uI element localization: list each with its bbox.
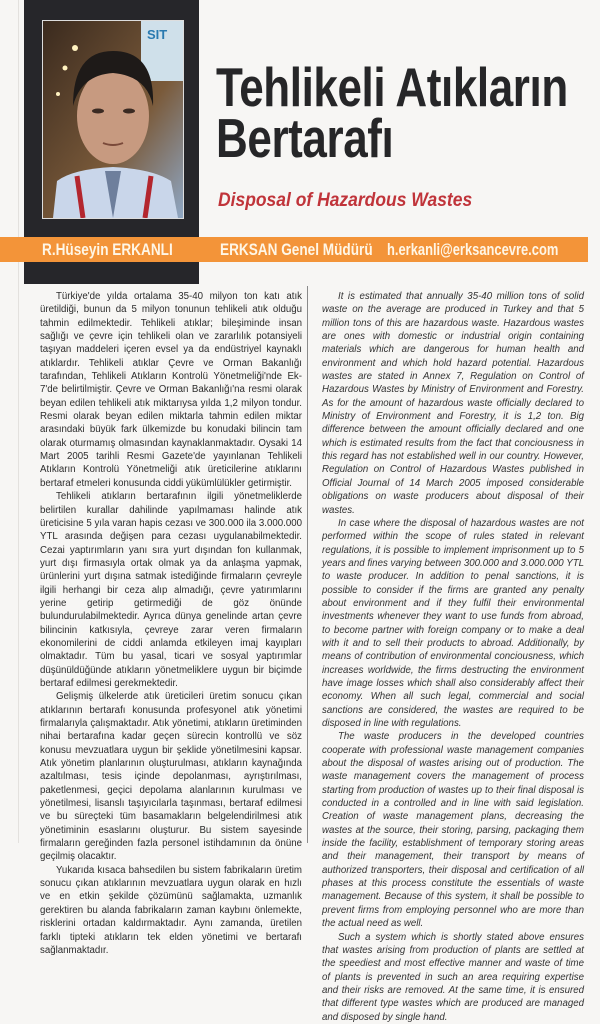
paragraph: The waste producers in the developed countries cooperate with professional waste management companies about the disposal of wastes arising out of production. The waste management covers the management of process starting from production of wastes up to their final disposal is conducted in a controlled and in line with said legislation. Creation of waste management plans, decreasing the wastes at the source, their storing, parsing, packaging them inside the facility, establishment of temporary storing areas and their management, their transport by means of authorized transporters, their disposal and certification of all phases at this process constitute the essentials of waste management. Because of this system, it shall be possible to prevent firms from employing personnel who are more than the actual need as well. [322,731,584,930]
photo-sign-text: SIT [147,27,168,42]
paragraph: Tehlikeli atıkların bertarafının ilgili yönetmeliklerde belirtilen kurallar dahilinde yapılmaması halinde atık üreticisine 5 yıla varan hapis cezası ve 300.000 ila 3.000.000 YTL arasında değişen para cezası uygulanabilmektedir. Cezai yaptırımların yanı sıra yurt dışından fon kullanmak, yurt dışı firmasıyla ortak olmak ya da anlaşma yapmak, ürünlerini yurt dışına satmak istediğinde firmaların çevreyle ilgili herhangi bir ceza alıp almadığı, çevre yatırımlarını yerine getirip getirmediği de göz önünde bulundurulabilmektedir. Ayrıca dünya genelinde artan çevre bilincinin katkısıyla, çevreye zarar veren firmaların ekonomilerini de ciddi anlamda etkileyen imaj kayıpları olmaktadır. Tüm bu yasal, ticari ve sosyal yaptırımlar düşünüldüğünde atıkların yönetmeliklere uygun bir biçimde bertaraf edilmesi gerekmektedir. [40,491,302,689]
turkish-column [40,290,302,957]
page-title [216,56,568,169]
author-email: h.erkanli@erksancevre.com [387,240,559,259]
page-edge [18,0,19,843]
paragraph: Gelişmiş ülkelerde atık üreticileri üretim sonucu çıkan atıklarının bertarafı konusunda profesyonel atık yönetimi firmalarıyla çalışmaktadır. Atık yönetimi, atıkların üretiminden nihai bertarafına kadar geçen sürecin kontrollü ve söz konusu mevzuatlara uygun bir şeklide yönetilmesini kapsar. Atık yönetim planlarının oluşturulması, atıkların kaynağında azaltılması, tesis içinde depolanması, ayrıştırılması, paketlenmesi, geçici depolama alanlarının kurulması ve yönetilmesi, lisanslı taşıyıcılarla taşınması, bertaraf edilmesi ve bu süreçteki tüm basamakların belgelendirilmesi atık yönetiminin esaslarını oluşturur. Bu sistem sayesinde firmaların gereğinden fazla personel istihdamının da önüne geçilmiş olacaktır. [40,691,302,863]
column-divider [307,286,308,843]
author-photo [42,20,184,219]
title-line-1: Tehlikeli Atıkların [216,56,568,118]
paragraph: In case where the disposal of hazardous wastes are not performed within the scope of rules stated in relevant regulations, it is possible to implement imprisonment up to 5 years and fines varying between 300.000 and 3.000.000 YTL to waste producer. In addition to penal sanctions, it is possible to consider if the firms are granted any penalty about environment and if they fulfil their environmental investments whenever they want to use funds from abroad, to become partner with foreign company or to make a deal with it and to sell their products to abroad. Additionally, by means of contribution of environmental conciousness, which increases worldwide, the firms destructing the environment have image losses which shall also considerably affect their economy. When all such legal, commercial and social sanctions are considered, the wastes are required to be disposed in line with regulations. [322,517,584,729]
paragraph: Yukarıda kısaca bahsedilen bu sistem fabrikaların üretim sonucu çıkan atıklarının mevzuatlara uygun olarak en hızlı ve en etkin şekilde çözümünü sağlamakta, uzmanlık gerektiren bu alanda fabrikaların zaman kaybını önlemekte, risklerini ortadan kaldırmaktadır. Aynı zamanda, üretilen farklı tipteki atıkların tek elden yönetimi ve bertarafı sağlanmaktadır. [40,864,302,956]
author-name: R.Hüseyin ERKANLI [42,240,173,259]
paragraph: Türkiye'de yılda ortalama 35-40 milyon ton katı atık üretildiği, bunun da 5 milyon tonunun tehlikeli atık olduğu tahmin edilmektedir. Tehlikeli atıklar; bileşiminde insan sağlığı ve çevre için tehlikeli olan ve zararlılık potansiyeli taşıyan maddeleri içeren evsel ya da endüstriyel kaynaklı atıklardır. Tehlikeli atıklar Çevre ve Orman Bakanlığı tarafından, Tehlikeli Atıkların Kontrolü Yönetmeliği'nde Ek-7'de belirtilmiştir. Çevre ve Orman Bakanlığı'na resmi olarak beyan edilen tehlikeli atık miktarıysa yılda 1,2 milyon tondur. Resmi olarak beyan edilen miktarla tahmin edilen miktar arasındaki büyük fark ülkemizde bu konudaki bilincin tam olarak oturmamış olmasından kaynaklanmaktadır. Oysaki 14 Mart 2005 tarihli Resmi Gazete'de yayınlanan Tehlikeli Atıkların Kontrolü Yönetmeliği atık üreticilerine atıklarını bertaraf etmeleri konusunda ciddi yükümlülükler getirmiştir. [40,291,302,489]
author-position: ERKSAN Genel Müdürü [220,240,373,259]
byline-band [0,237,588,262]
title-line-2: Bertarafı [216,107,394,169]
paragraph: Such a system which is shortly stated above ensures that wastes arising from production of plants are settled at the speediest and most effective manner and waste of time of plants is prevented in such an area requiring expertise and their risks are removed. At the same time, it is ensured that different type wastes which are produced are managed and disposed by single hand. [322,931,584,1023]
paragraph: It is estimated that annually 35-40 million tons of solid waste on the average are produced in Turkey and that 5 million tons of this are hazardous waste. Hazardous wastes are ones with domestic or industrial origin containing materials which are dangerous for human health and environment and which hold hazard potential. Hazardous wastes are stated in Annex 7, Regulation on Control of Hazardous Wastes by Ministry of Environment and Forestry. As for the amount of hazardous waste officially declared to Ministry of Environment and Forestry, it is 1,2 ton. Big difference between the amount officially declared and one which is estimated results from the fact that conciousness in this regard has not established well in our country. However, Regulation on Control of Hazardous Wastes published in Official Journal of 14 March 2005 imposed considerable obligations on waste producers about disposal of their wastes. [322,291,584,516]
english-column [322,290,584,1024]
page-subtitle: Disposal of Hazardous Wastes [218,190,473,211]
